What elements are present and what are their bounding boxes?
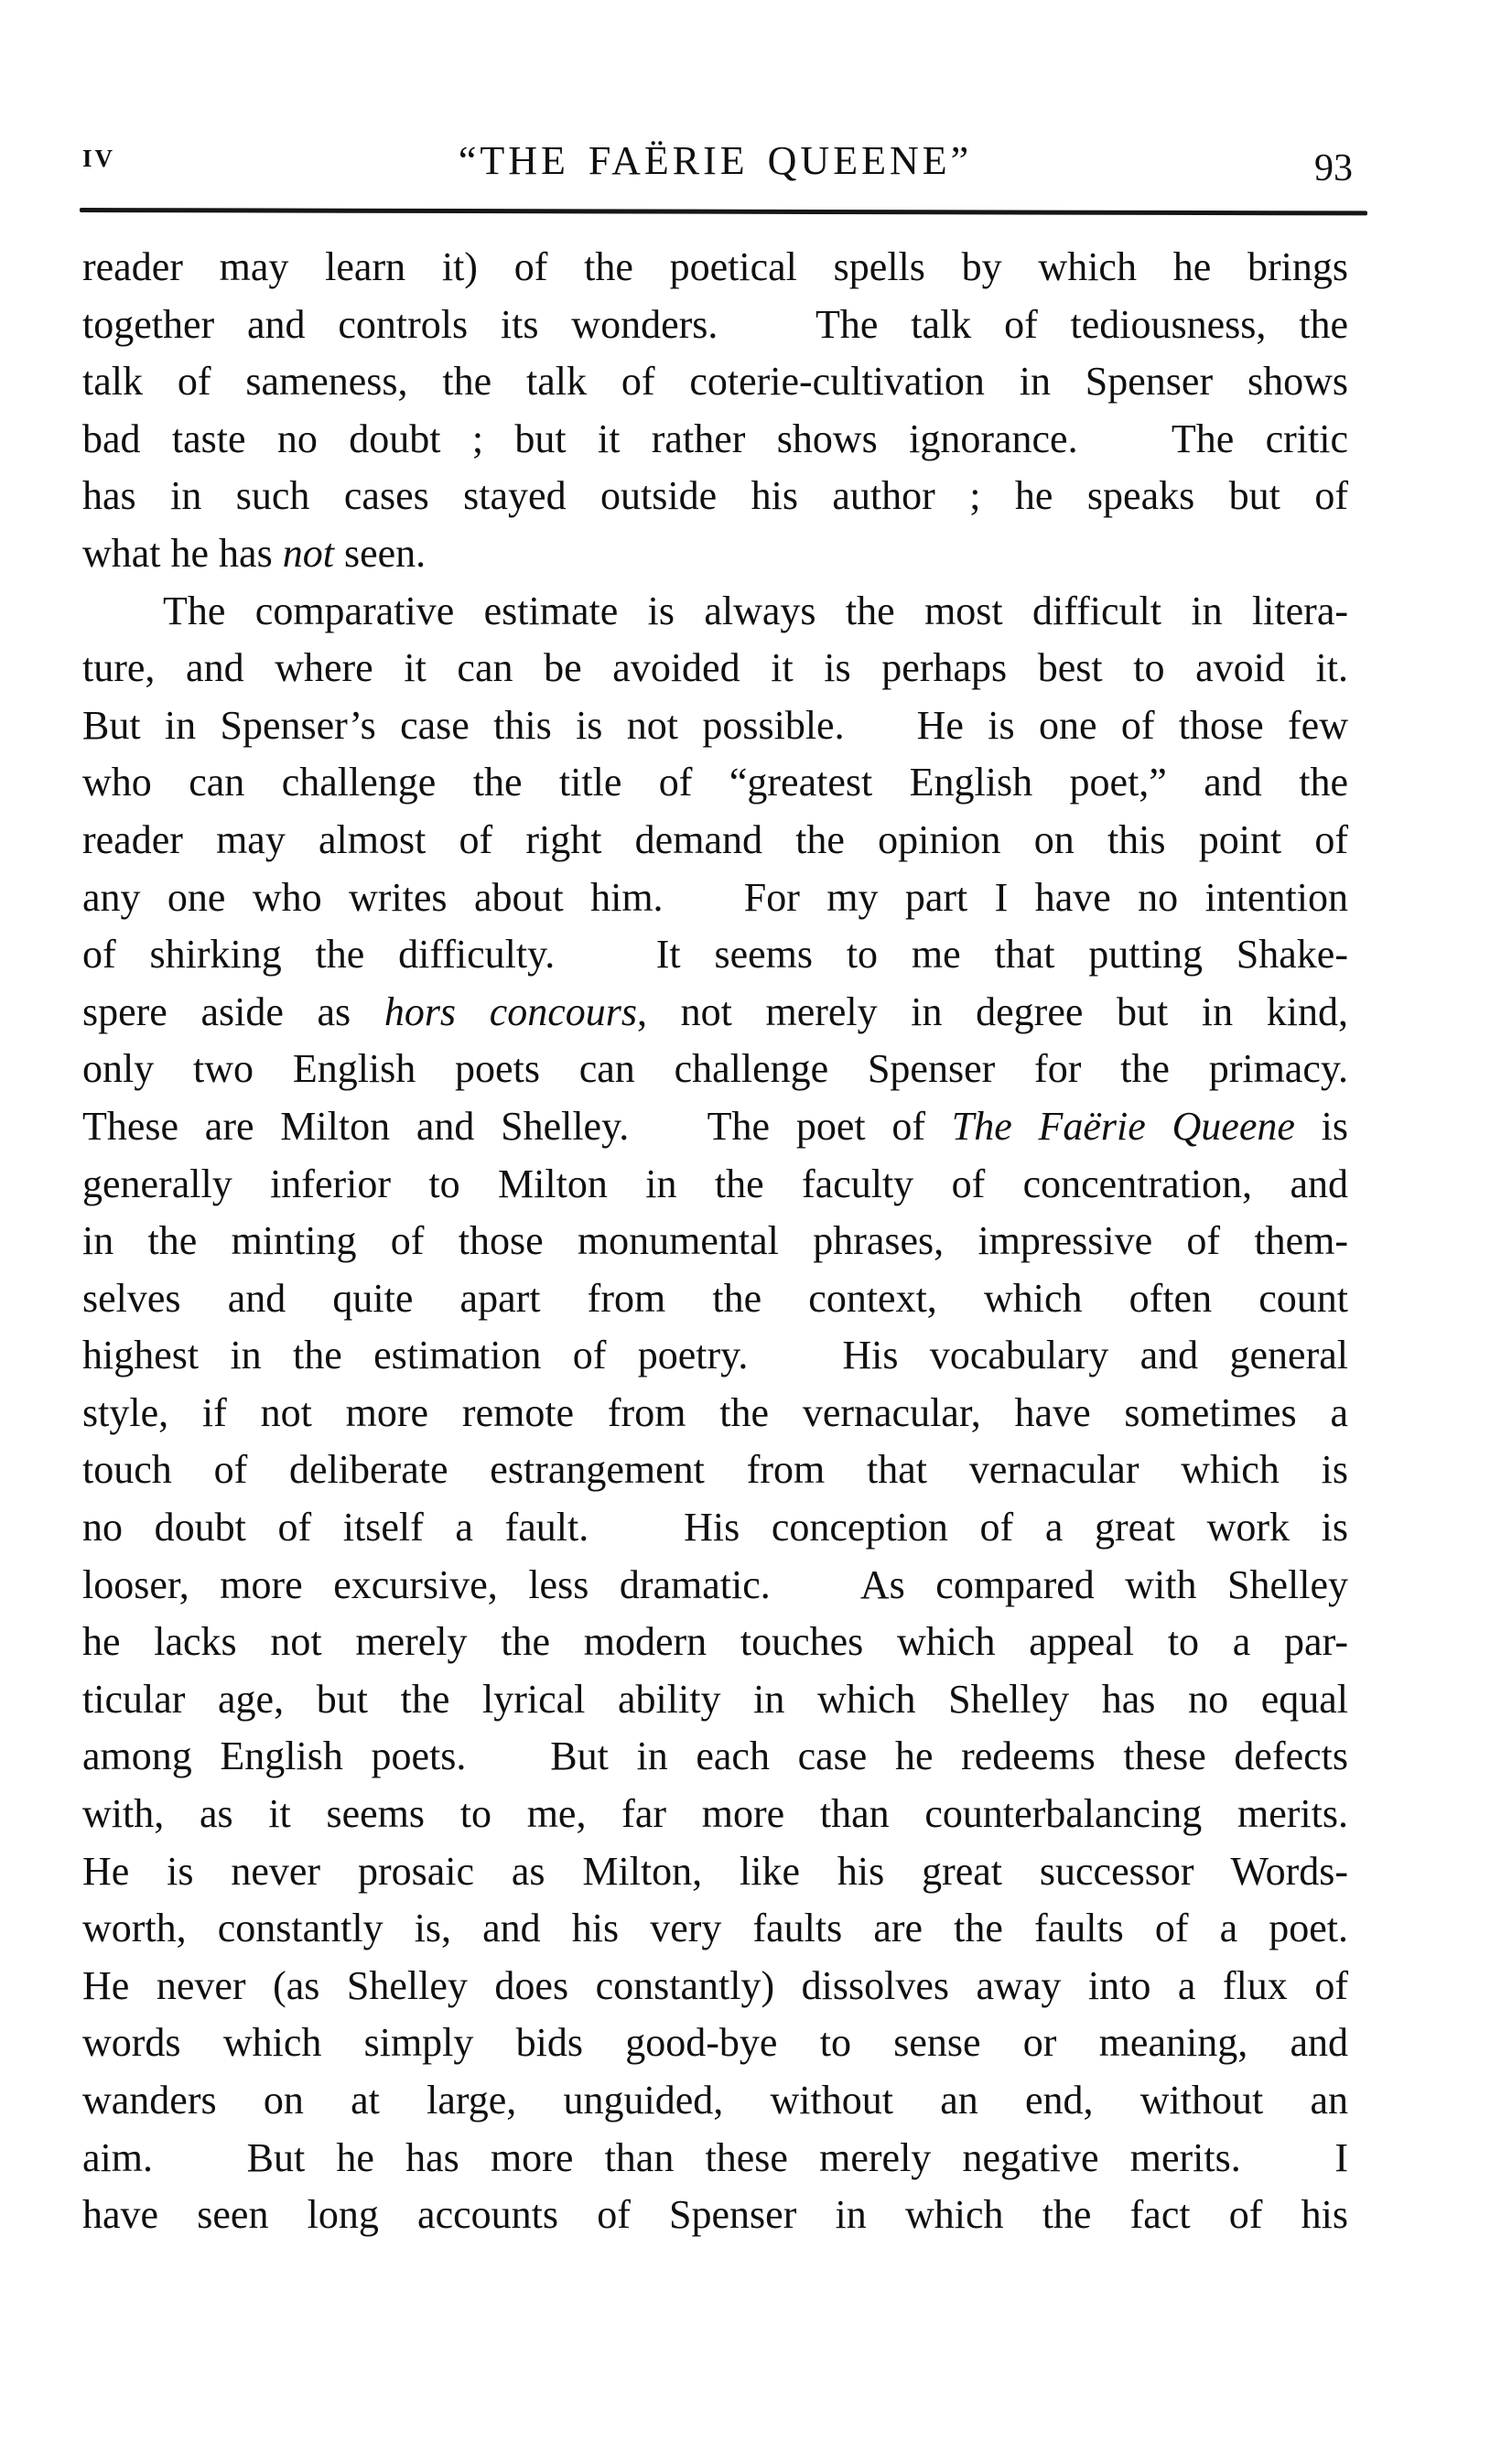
text-line: any one who writes about him. For my part I have no intention (82, 874, 1348, 920)
header-rule (80, 208, 1367, 215)
text-line: ture, and where it can be avoided it is perhaps best to avoid it. (82, 645, 1348, 691)
text-line: reader may learn it) of the poetical spells by which he brings (82, 244, 1348, 289)
text-line: with, as it seems to me, far more than counterbalancing merits. (82, 1791, 1348, 1837)
text-line: ticular age, but the lyrical ability in which Shelley has no equal (82, 1676, 1348, 1722)
text-line: generally inferior to Milton in the faculty of concentration, and (82, 1161, 1348, 1206)
page-number: 93 (1314, 147, 1353, 189)
text-line: The comparative estimate is always the most difficult in litera- (163, 588, 1348, 633)
text-line: aim. But he has more than these merely negative merits. I (82, 2134, 1348, 2180)
text-line: reader may almost of right demand the opinion on this point of (82, 816, 1348, 862)
text-line: has in such cases stayed outside his author ; he speaks but of (82, 473, 1348, 519)
text-line: style, if not more remote from the vernacular, have sometimes a (82, 1389, 1348, 1435)
text-line: no doubt of itself a fault. His conception of a great work is (82, 1505, 1348, 1550)
text-line: spere aside as hors concours, not merely in degree but in kind, (82, 988, 1348, 1034)
text-line: But in Spenser’s case this is not possible. He is one of those few (82, 702, 1348, 748)
text-line: have seen long accounts of Spenser in which the fact of his (82, 2192, 1348, 2238)
text-line: words which simply bids good-bye to sense or meaning, and (82, 2020, 1348, 2066)
text-line: looser, more excursive, less dramatic. As compared with Shelley (82, 1561, 1348, 1607)
text-line: among English poets. But in each case he redeems these defects (82, 1734, 1348, 1779)
chapter-number: IV (82, 145, 116, 172)
text-line: of shirking the difficulty. It seems to me that putting Shake- (82, 932, 1348, 978)
running-title: “THE FAËRIE QUEENE” (458, 138, 973, 183)
text-line: bad taste no doubt ; but it rather shows ignorance. The critic (82, 416, 1348, 461)
text-line: selves and quite apart from the context, which often count (82, 1275, 1348, 1321)
text-line: He is never prosaic as Milton, like his great successor Words- (82, 1848, 1348, 1894)
text-line: together and controls its wonders. The talk of tediousness, the (82, 301, 1348, 347)
text-line: He never (as Shelley does constantly) dissolves away into a flux of (82, 1962, 1348, 2008)
text-line: highest in the estimation of poetry. His vocabulary and general (82, 1333, 1348, 1378)
text-line: touch of deliberate estrangement from that vernacular which is (82, 1447, 1348, 1493)
text-line: who can challenge the title of “greatest English poet,” and the (82, 760, 1348, 805)
text-line: he lacks not merely the modern touches which appeal to a par- (82, 1619, 1348, 1665)
text-line: wanders on at large, unguided, without an end, without an (82, 2078, 1348, 2123)
text-line: only two English poets can challenge Spenser for the primacy. (82, 1046, 1348, 1092)
text-line: in the minting of those monumental phrases, impressive of them- (82, 1218, 1348, 1264)
text-line: what he has not seen. (82, 530, 427, 576)
text-line: talk of sameness, the talk of coterie-cultivation in Spenser shows (82, 359, 1348, 405)
body-text (82, 239, 1348, 2244)
text-line: worth, constantly is, and his very faults are the faults of a poet. (82, 1906, 1348, 1951)
text-line: These are Milton and Shelley. The poet of The Faërie Queene is (82, 1103, 1348, 1149)
